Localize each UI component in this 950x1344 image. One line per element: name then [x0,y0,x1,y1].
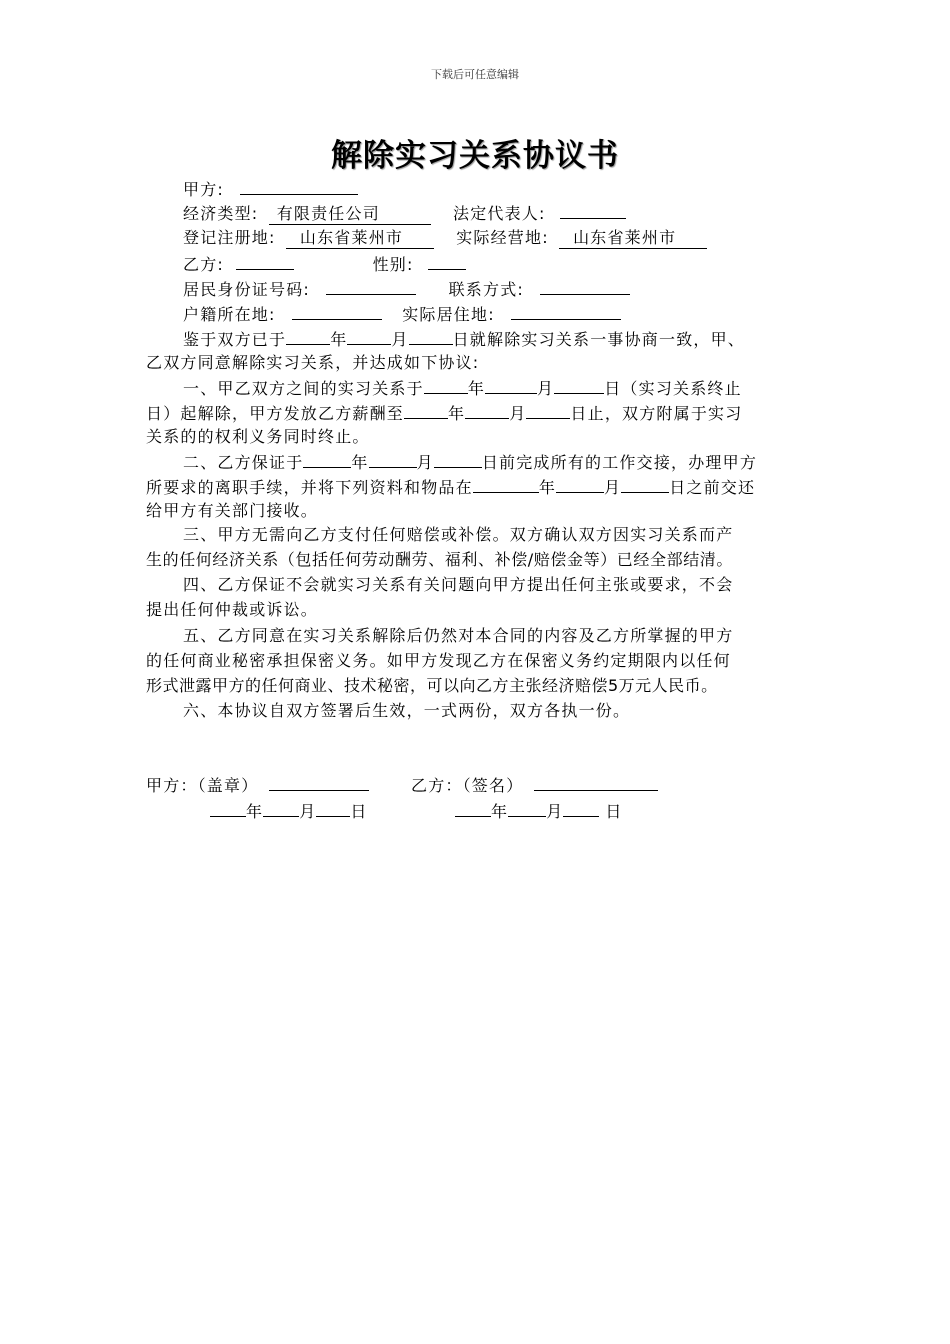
gender-label: 性别: [372,255,414,274]
day-label: 日 [350,802,368,821]
month-label: 月 [416,453,434,472]
contact-label: 联系方式: [448,280,524,299]
clause2-text-c: 所要求的离职手续，并将下列资料和物品在 [146,478,473,497]
blank [455,800,491,817]
clause5-line-3: 形式泄露甲方的任何商业、技术秘密，可以向乙方主张经济赔偿5万元人民币。 [146,676,718,695]
econ-type-label: 经济类型: [183,204,259,223]
clause2-text-d: 日之前交还 [669,478,756,497]
blank [556,476,604,493]
month-label: 月 [509,404,527,423]
year-label: 年 [448,404,466,423]
residence-label: 实际居住地: [402,305,495,324]
blank [404,402,448,419]
blank [485,377,537,394]
residence-blank [511,303,621,320]
biz-address-label: 实际经营地: [456,228,549,247]
blank [286,328,330,345]
party-a-label: 甲方: [183,180,224,199]
party-b-label: 乙方: [183,255,224,274]
party-a-row [183,178,358,200]
clause2-text-a: 二、乙方保证于 [183,453,304,472]
clause5-line-1: 五、乙方同意在实习关系解除后仍然对本合同的内容及乙方所掌握的甲方 [183,626,734,645]
id-label: 居民身份证号码: [183,280,310,299]
legal-rep-blank [560,202,626,219]
blank [554,377,604,394]
year-label: 年 [351,453,369,472]
party-a-blank [240,178,358,195]
party-b-blank [236,253,294,270]
household-label: 户籍所在地: [183,305,276,324]
blank [347,328,391,345]
reg-address-label: 登记注册地: [183,228,276,247]
clause5-line-2: 的任何商业秘密承担保密义务。如甲方发现乙方在保密义务约定期限内以任何 [146,651,731,670]
blank [263,800,299,817]
blank [526,402,570,419]
year-label: 年 [491,802,509,821]
gender-blank [428,253,466,270]
econ-type-row [183,202,626,225]
blank [434,451,482,468]
household-blank [292,303,382,320]
year-label: 年 [538,478,557,497]
clause1-text-a: 一、甲乙双方之间的实习关系于 [183,379,424,398]
clause4-line-1: 四、乙方保证不会就实习关系有关问题向甲方提出任何主张或要求，不会 [183,575,734,594]
legal-rep-label: 法定代表人: [453,204,546,223]
party-a-seal-blank [269,774,369,791]
clause1-line-3: 关系的的权利义务同时终止。 [146,427,370,446]
party-b-date [455,800,623,822]
month-label: 月 [604,478,622,497]
contact-blank [540,278,630,295]
household-row [183,303,621,325]
clause6-line-1: 六、本协议自双方签署后生效，一式两份，双方各执一份。 [183,701,631,720]
month-label: 月 [299,802,317,821]
header-note: 下载后可任意编辑 [431,68,519,81]
blank [563,800,599,817]
party-b-sign-label: 乙方：（签名） [411,776,524,795]
clause2-line-3: 给甲方有关部门接收。 [146,501,319,520]
day-label: 日 [605,802,623,821]
year-label: 年 [330,330,348,349]
clause1-line-2 [146,402,742,424]
clause3-line-2: 生的任何经济关系（包括任何劳动酬劳、福利、补偿/赔偿金等）已经全部结清。 [146,550,733,569]
blank [473,476,539,493]
clause1-text-d: 日止，双方附属于实习 [570,404,743,423]
clause2-line-2 [146,476,755,498]
party-a-seal-label: 甲方：（盖章） [146,776,259,795]
signature-row [146,774,658,796]
blank [409,328,453,345]
blank [316,800,350,817]
id-blank [326,278,416,295]
year-label: 年 [246,802,264,821]
blank [465,402,509,419]
intro-line-2: 乙双方同意解除实习关系，并达成如下协议: [146,353,480,372]
clause1-text-c: 日）起解除，甲方发放乙方薪酬至 [146,404,405,423]
party-b-row [183,253,466,275]
biz-address-value: 山东省莱州市 [559,228,707,249]
clause2-text-b: 日前完成所有的工作交接，办理甲方 [481,453,758,472]
blank [508,800,546,817]
month-label: 月 [537,379,555,398]
month-label: 月 [546,802,564,821]
document-title: 解除实习关系协议书 [331,138,619,174]
intro-line-1 [183,328,745,350]
month-label: 月 [391,330,409,349]
clause1-line-1 [183,377,742,399]
clause4-line-2: 提出任何仲裁或诉讼。 [146,600,319,619]
blank [369,451,417,468]
econ-type-value: 有限责任公司 [269,204,431,225]
party-a-date [210,800,368,822]
clause3-line-1: 三、甲方无需向乙方支付任何赔偿或补偿。双方确认双方因实习关系而产 [183,525,734,544]
blank [621,476,669,493]
clause1-text-b: 日（实习关系终止 [604,379,742,398]
party-b-sign-blank [534,774,658,791]
intro-text-2: 日就解除实习关系一事协商一致，甲、 [452,330,746,349]
blank [424,377,468,394]
intro-text-1: 鉴于双方已于 [183,330,287,349]
year-label: 年 [467,379,486,398]
blank [210,800,246,817]
address-row [183,228,707,249]
clause2-line-1 [183,451,757,473]
reg-address-value: 山东省莱州市 [286,228,434,249]
id-row [183,278,630,300]
blank [303,451,351,468]
